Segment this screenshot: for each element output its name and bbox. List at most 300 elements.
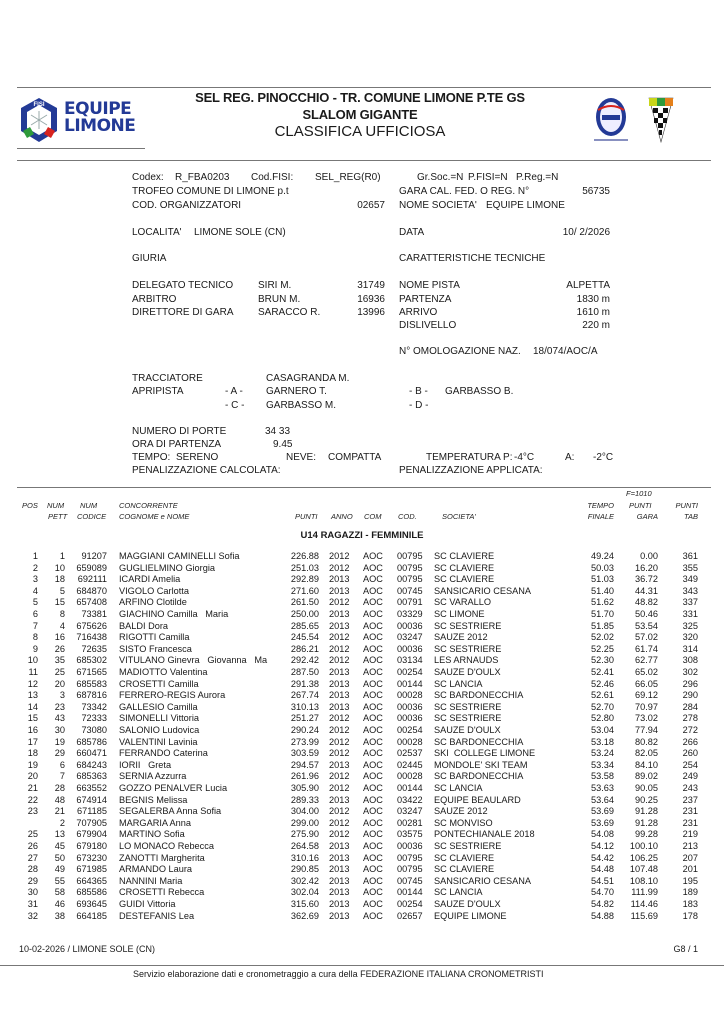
cell-name: BALDI Dora [119,620,169,631]
jury-role: DIRETTORE DI GARA [132,307,234,318]
cell-punti: 310.13 [290,701,319,712]
cell-cod: 02537 [397,748,423,759]
cell-societa: SC SESTRIERE [434,620,502,631]
table-row [0,713,724,724]
cell-name: ARMANDO Laura [119,864,193,875]
table-row [0,563,724,574]
cell-codice: 664365 [76,875,107,886]
cell-punti: 264.58 [290,841,319,851]
cell-punti: 226.88 [290,551,319,561]
cell-codice: 693645 [76,899,107,909]
col-punti-tab: PUNTI [675,501,698,510]
cell-pos: 1 [32,551,38,561]
cell-punti-tab: 195 [682,875,698,886]
cell-com: AOC [363,771,383,782]
cell-punti-gara: 70.97 [635,701,658,712]
col-pett: PETT [48,512,68,521]
cell-pett: 15 [54,597,65,608]
trofeo: TROFEO COMUNE DI LIMONE p.t [132,186,289,197]
cell-punti-tab: 231 [682,806,698,817]
fic-checkered-flag-icon [648,96,674,144]
cell-punti-gara: 61.74 [635,643,658,654]
temperatura-a: -2°C [593,452,614,463]
cell-anno: 2012 [329,736,350,747]
table-row [0,795,724,806]
cell-com: AOC [363,713,383,724]
footer-date-place: 10-02-2026 / LIMONE SOLE (CN) [19,944,156,954]
cell-societa: SAUZE D'OULX [434,667,501,677]
cell-name: SEGALERBA Anna Sofia [119,806,222,817]
cell-cod: 02657 [397,910,423,921]
cell-anno: 2012 [329,551,350,561]
cell-pett: 19 [54,736,65,747]
cell-anno: 2013 [329,841,350,851]
cell-punti: 251.27 [290,713,319,724]
table-row [0,760,724,771]
cell-anno: 2012 [329,817,350,828]
cell-pett: 45 [54,841,65,851]
cell-punti: 251.03 [290,562,319,573]
cell-tempo: 54.51 [591,875,614,886]
cell-societa: SC MONVISO [434,817,493,828]
cell-codice: 674914 [76,794,107,805]
cell-tempo: 53.63 [591,783,614,793]
cod-fisi-value: SEL_REG(R0) [315,172,381,183]
cell-anno: 2012 [329,771,350,782]
cell-com: AOC [363,609,383,619]
cell-pett: 30 [54,725,65,735]
cell-pett: 13 [54,829,65,840]
col-tab: TAB [683,512,698,521]
cell-pett: 46 [54,899,65,909]
cell-com: AOC [363,736,383,747]
cell-tempo: 51.85 [591,620,614,631]
footer-rule [0,965,724,966]
logo-text-line1: EQUIPE [64,99,132,119]
cell-codice: 684243 [76,759,107,770]
tech-value: 1610 m [576,307,610,318]
cell-punti: 292.89 [290,574,319,585]
tech-label: PARTENZA [399,294,452,305]
tech-label: NOME PISTA [399,280,460,291]
cell-name: GOZZO PENALVER Lucia [119,783,228,793]
table-row [0,597,724,608]
cell-punti: 250.00 [290,609,319,619]
jury-role: DELEGATO TECNICO [132,280,234,291]
cell-societa: SC CLAVIERE [434,574,495,585]
cell-tempo: 53.04 [591,725,614,735]
cell-pos: 4 [32,585,38,596]
cell-punti-tab: 213 [682,841,698,851]
cell-codice: 659089 [76,562,107,573]
cell-codice: 685786 [76,736,107,747]
cell-com: AOC [363,585,383,596]
cell-punti-gara: 80.82 [635,736,658,747]
cell-societa: EQUIPE BEAULARD [434,794,521,805]
ora-label: ORA DI PARTENZA [132,439,222,450]
cell-punti: 291.38 [290,678,319,689]
cell-punti-tab: 189 [682,887,698,898]
cell-codice: 73342 [81,701,107,712]
cell-tempo: 51.40 [591,585,614,596]
cell-societa: SC VARALLO [434,597,492,608]
cell-tempo: 52.30 [591,655,614,666]
cell-cod: 00795 [397,551,423,561]
cell-codice: 675626 [76,620,107,631]
cell-pett: 29 [54,748,65,759]
tracciatore-label: TRACCIATORE [132,373,203,384]
title-line1: SEL REG. PINOCCHIO - TR. COMUNE LIMONE P.TE GS [195,90,525,105]
table-row [0,899,724,910]
cell-tempo: 49.24 [591,551,614,561]
cell-punti-tab: 308 [682,655,698,666]
omologazione-label: N° OMOLOGAZIONE NAZ. [399,346,521,357]
header-rule [17,160,711,161]
cell-anno: 2013 [329,875,350,886]
cell-punti: 310.16 [290,852,319,863]
cell-punti-gara: 91.28 [635,806,658,817]
cell-name: SALONIO Ludovica [119,725,200,735]
table-row [0,783,724,794]
cell-societa: SC LANCIA [434,887,483,898]
cell-societa: EQUIPE LIMONE [434,910,507,921]
cell-cod: 03247 [397,632,423,643]
cell-pett: 4 [59,620,65,631]
cell-cod: 00795 [397,852,423,863]
cell-societa: SAUZE D'OULX [434,899,501,909]
cell-codice: 664185 [76,910,107,921]
cell-com: AOC [363,806,383,817]
cell-societa: SC BARDONECCHIA [434,690,524,701]
cell-punti-gara: 89.02 [635,771,658,782]
gara-number: 56735 [582,186,610,197]
cell-com: AOC [363,655,383,666]
cell-societa: SC SESTRIERE [434,841,502,851]
cell-pos: 19 [27,759,38,770]
cell-tempo: 52.46 [591,678,614,689]
cell-anno: 2013 [329,759,350,770]
footer-service: Servizio elaborazione dati e cronometraggio a cura della FEDERAZIONE ITALIANA CRONOMETRISTI [133,969,544,979]
data-value: 10/ 2/2026 [562,227,610,238]
cod-org-label: COD. ORGANIZZATORI [132,200,242,211]
cell-pett: 26 [54,643,65,654]
cell-name: IORII Greta [119,759,172,770]
cell-anno: 2013 [329,690,350,701]
cell-name: MARGARIA Anna [119,817,192,828]
tech-value: 1830 m [576,294,610,305]
cell-societa: SC LIMONE [434,609,485,619]
cell-anno: 2013 [329,609,350,619]
cell-societa: SAUZE D'OULX [434,725,501,735]
cell-punti: 302.04 [290,887,319,898]
cell-punti-tab: 183 [682,899,698,909]
cell-name: BEGNIS Melissa [119,794,188,805]
cell-punti: 261.96 [290,771,319,782]
cell-cod: 00028 [397,736,423,747]
cell-anno: 2013 [329,794,350,805]
cell-societa: SC BARDONECCHIA [434,736,524,747]
apripista-b: GARBASSO B. [445,386,514,397]
cell-punti: 302.42 [290,875,319,886]
cell-name: FERRANDO Caterina [119,748,208,759]
cell-punti-gara: 73.02 [635,713,658,724]
cell-codice: 685586 [76,887,107,898]
cell-societa: SC BARDONECCHIA [434,771,524,782]
cell-cod: 00254 [397,667,423,677]
cell-punti-gara: 77.94 [635,725,658,735]
cell-anno: 2013 [329,701,350,712]
cell-pett: 38 [54,910,65,921]
cell-name: VALENTINI Lavinia [119,736,198,747]
cell-cod: 00791 [397,597,423,608]
cell-punti-tab: 231 [682,817,698,828]
cell-pos: 14 [27,701,38,712]
table-row [0,864,724,875]
cell-pett: 6 [59,759,65,770]
cell-punti-gara: 66.05 [635,678,658,689]
cell-pos: 32 [27,910,38,921]
jury-code: 13996 [357,307,385,318]
cell-punti: 275.90 [290,829,319,840]
cell-anno: 2013 [329,574,350,585]
cell-societa: SC CLAVIERE [434,852,495,863]
tech-label: ARRIVO [399,307,438,318]
svg-text:FISI: FISI [33,102,45,108]
cell-punti-tab: 320 [682,632,698,643]
cell-pett: 23 [54,701,65,712]
top-rule [17,87,711,88]
cell-societa: SC LANCIA [434,678,483,689]
cell-com: AOC [363,829,383,840]
cell-punti: 286.21 [290,643,319,654]
cell-punti: 267.74 [290,690,319,701]
cell-codice: 685363 [76,771,107,782]
table-row [0,887,724,898]
cell-pos: 17 [27,736,38,747]
cell-com: AOC [363,667,383,677]
title-line2: SLALOM GIGANTE [302,107,418,122]
cell-com: AOC [363,632,383,643]
cell-punti-tab: 178 [682,910,698,921]
cell-name: ZANOTTI Margherita [119,852,205,863]
cell-punti-gara: 50.46 [635,609,658,619]
cod-org-value: 02657 [357,200,385,211]
cell-punti: 290.85 [290,864,319,875]
cell-societa: SAUZE 2012 [434,806,488,817]
col-num-pett: NUM [47,501,65,510]
cell-societa: MONDOLE' SKI TEAM [434,759,528,770]
cell-pett: 2 [59,817,65,828]
neve-value: COMPATTA [328,452,382,463]
cell-tempo: 54.48 [591,864,614,875]
cell-punti-gara: 82.05 [635,748,658,759]
cell-punti-tab: 243 [682,783,698,793]
jury-role: ARBITRO [132,294,177,305]
cell-pos: 8 [32,632,38,643]
cell-cod: 00745 [397,585,423,596]
table-row [0,551,724,562]
apripista-c-label: - C - [225,400,245,411]
cell-anno: 2013 [329,864,350,875]
cell-cod: 00028 [397,771,423,782]
cell-name: CROSETTI Camilla [119,678,199,689]
cell-name: LO MONACO Rebecca [119,841,214,851]
cell-anno: 2012 [329,829,350,840]
cell-pos: 7 [32,620,38,631]
apripista-c: GARBASSO M. [266,400,337,411]
cell-com: AOC [363,899,383,909]
data-label: DATA [399,227,425,238]
footer-page: G8 / 1 [673,944,698,954]
cell-anno: 2013 [329,852,350,863]
cell-com: AOC [363,678,383,689]
cell-cod: 00036 [397,620,423,631]
cell-punti-gara: 106.25 [629,852,658,863]
cell-com: AOC [363,910,383,921]
apripista-a-label: - A - [225,386,243,397]
cell-societa: SC SESTRIERE [434,701,502,712]
nome-soc-value: EQUIPE LIMONE [486,200,565,211]
cell-tempo: 54.88 [591,910,614,921]
cell-tempo: 53.24 [591,748,614,759]
cell-punti-tab: 290 [682,690,698,701]
cell-punti-gara: 99.28 [635,829,658,840]
col-codice: CODICE [77,512,107,521]
cell-com: AOC [363,701,383,712]
cell-punti-tab: 325 [682,620,698,631]
cell-anno: 2012 [329,632,350,643]
table-row [0,876,724,887]
cell-com: AOC [363,841,383,851]
cell-com: AOC [363,748,383,759]
cell-codice: 72635 [81,643,107,654]
cell-name: SERNIA Azzurra [119,771,187,782]
cell-tempo: 50.03 [591,562,614,573]
cell-anno: 2013 [329,910,350,921]
cell-com: AOC [363,620,383,631]
cell-pett: 49 [54,864,65,875]
cell-punti-gara: 0.00 [640,551,658,561]
col-finale: FINALE [587,512,614,521]
cell-pos: 11 [28,667,38,677]
jury-name: SIRI M. [258,280,292,291]
cell-pett: 20 [54,678,65,689]
cell-punti-gara: 65.02 [635,667,658,677]
cell-punti-gara: 44.31 [635,585,658,596]
cell-tempo: 53.64 [591,794,614,805]
tempo-label: TEMPO: [132,452,171,463]
cell-anno: 2013 [329,887,350,898]
cell-pos: 26 [27,841,38,851]
table-row [0,911,724,922]
cell-com: AOC [363,852,383,863]
cell-codice: 72333 [81,713,107,724]
col-punti: PUNTI [295,512,318,521]
cell-codice: 657408 [76,597,107,608]
jury-name: BRUN M. [258,294,301,305]
cell-punti-tab: 254 [682,759,698,770]
cell-name: NANNINI Maria [119,875,183,886]
cell-cod: 00028 [397,690,423,701]
table-row [0,632,724,643]
cell-cod: 00795 [397,574,423,585]
cell-pett: 25 [54,667,65,677]
cronometristi-logo-icon [590,96,632,144]
cell-punti-gara: 115.69 [630,910,658,921]
col-gara: GARA [636,512,658,521]
cell-pett: 5 [59,585,65,596]
cod-fisi-label: Cod.FISI: [251,172,294,183]
logo-text-line2: LIMONE [64,116,136,136]
cell-com: AOC [363,562,383,573]
cell-pos: 12 [27,678,38,689]
cell-tempo: 54.70 [591,887,614,898]
cell-com: AOC [363,597,383,608]
cell-punti-gara: 108.10 [629,875,658,886]
cell-punti-gara: 111.99 [631,887,658,898]
cell-codice: 73381 [81,609,107,619]
cell-name: MAGGIANI CAMINELLI Sofia [119,551,240,561]
table-row [0,818,724,829]
table-row [0,609,724,620]
cell-name: RIGOTTI Camilla [119,632,190,643]
cell-tempo: 54.12 [591,841,614,851]
cell-societa: SC LANCIA [434,783,483,793]
cell-name: GUIDI Vittoria [119,899,176,909]
cell-tempo: 52.41 [591,667,614,677]
cell-anno: 2013 [329,585,350,596]
cell-pos: 25 [27,829,38,840]
table-row [0,667,724,678]
cell-pett: 21 [54,806,65,817]
cell-punti-tab: 284 [682,701,698,712]
table-row [0,655,724,666]
pen-appl-label: PENALIZZAZIONE APPLICATA: [399,465,543,476]
cell-pos: 3 [32,574,38,585]
cell-cod: 00144 [397,887,423,898]
gara-label: GARA CAL. FED. O REG. N° [399,186,530,197]
jury-code: 31749 [357,280,385,291]
cell-anno: 2013 [329,667,350,677]
cell-punti: 287.50 [290,667,319,677]
cell-anno: 2012 [329,643,350,654]
table-row [0,679,724,690]
cell-pett: 1 [59,551,65,561]
temperatura-p: -4°C [514,452,535,463]
giuria-label: GIURIA [132,253,167,264]
cell-codice: 685583 [76,678,107,689]
col-concorrente: CONCORRENTE [119,501,178,510]
cell-com: AOC [363,759,383,770]
cell-societa: SC SESTRIERE [434,713,502,724]
cell-tempo: 52.70 [591,701,614,712]
cell-punti: 292.42 [290,655,319,666]
cell-cod: 00795 [397,864,423,875]
cell-pos: 28 [27,864,38,875]
cell-com: AOC [363,794,383,805]
cell-punti-tab: 260 [682,748,698,759]
cell-tempo: 51.03 [591,574,614,585]
cell-tempo: 53.69 [591,806,614,817]
cell-pos: 27 [27,852,38,863]
cell-name: SIMONELLI Vittoria [119,713,199,724]
cell-com: AOC [363,643,383,654]
cell-pett: 28 [54,783,65,793]
cell-anno: 2012 [329,655,350,666]
cell-codice: 679904 [76,829,107,840]
cell-anno: 2013 [329,620,350,631]
cell-com: AOC [363,551,383,561]
